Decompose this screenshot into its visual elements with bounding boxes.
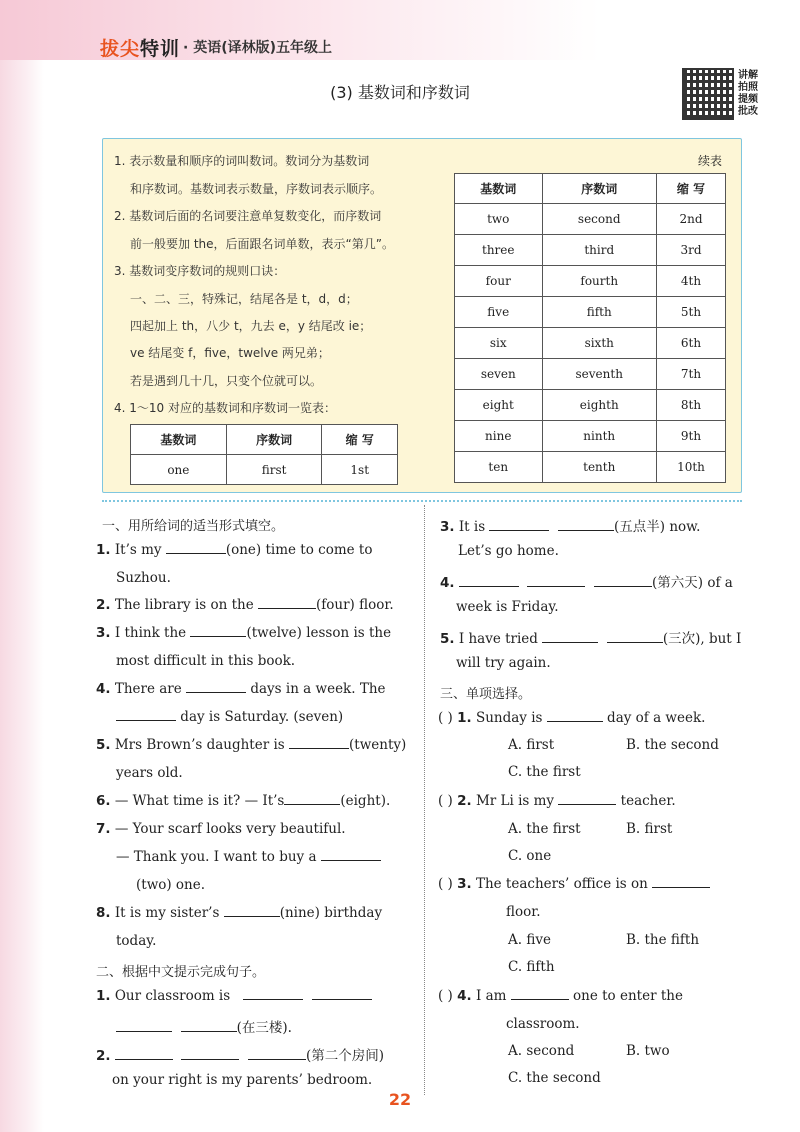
question-1-3: 3. I think the (twelve) lesson is the xyxy=(96,625,392,641)
answer-blank[interactable] xyxy=(166,542,226,554)
table-header: 缩 写 xyxy=(322,425,398,455)
answer-blank[interactable] xyxy=(607,631,663,643)
book-title: · 英语(译林版)五年级上 xyxy=(183,40,332,56)
cell-ordinal: eighth xyxy=(542,390,656,421)
cell-ordinal: third xyxy=(542,235,656,266)
table-header: 序数词 xyxy=(226,425,322,455)
brand-logo: 拔尖特训 xyxy=(100,38,181,60)
question-1-5-cont: years old. xyxy=(116,765,183,781)
question-1-8: 8. It is my sister’s (nine) birthday xyxy=(96,905,383,921)
table-row xyxy=(455,297,726,328)
cell-cardinal: one xyxy=(131,455,227,485)
option-c[interactable]: C. the first xyxy=(508,764,581,780)
answer-blank[interactable] xyxy=(527,575,585,587)
table-row xyxy=(455,421,726,452)
table-row xyxy=(455,204,726,235)
part2-heading: 二、根据中文提示完成句子。 xyxy=(96,965,266,980)
note-line: 1. 表示数量和顺序的词叫数词。数词分为基数词 xyxy=(114,154,370,168)
option-c[interactable]: C. fifth xyxy=(508,959,555,975)
question-2-1-cont: (在三楼). xyxy=(116,1016,292,1036)
answer-blank[interactable] xyxy=(243,988,303,1000)
table-row xyxy=(455,359,726,390)
answer-blank[interactable] xyxy=(511,988,569,1000)
question-2-3-cont: Let’s go home. xyxy=(458,543,559,559)
cell-abbr: 5th xyxy=(656,297,725,328)
answer-blank[interactable] xyxy=(547,710,603,722)
number-table-right xyxy=(454,173,726,483)
answer-blank[interactable] xyxy=(459,575,519,587)
option-a[interactable]: A. first xyxy=(508,737,555,753)
note-line: 四起加上 th，八少 t，九去 e，y 结尾改 ie； xyxy=(130,319,372,333)
cell-abbr: 7th xyxy=(656,359,725,390)
option-a[interactable]: A. five xyxy=(508,932,551,948)
left-color-strip xyxy=(0,0,44,1132)
answer-blank[interactable] xyxy=(181,1048,239,1060)
question-2-5: 5. I have tried (三次), but I xyxy=(440,631,742,647)
answer-blank[interactable] xyxy=(489,519,549,531)
answer-blank[interactable] xyxy=(558,793,616,805)
note-line: 前一般要加 the，后面跟名词单数，表示“第几”。 xyxy=(130,237,394,251)
answer-paren[interactable]: ( ) xyxy=(438,710,453,726)
cell-cardinal: nine xyxy=(455,421,543,452)
cell-cardinal: seven xyxy=(455,359,543,390)
question-1-7: 7. — Your scarf looks very beautiful. xyxy=(96,821,346,837)
option-b[interactable]: B. the fifth xyxy=(626,932,700,948)
cell-ordinal: second xyxy=(542,204,656,235)
question-1-4: 4. There are days in a week. The xyxy=(96,681,386,697)
option-a[interactable]: A. second xyxy=(508,1043,575,1059)
note-line: 和序数词。基数词表示数量，序数词表示顺序。 xyxy=(130,182,383,196)
choice-question-3: ( ) 3. The teachers’ office is on xyxy=(438,876,710,892)
cell-abbr: 10th xyxy=(656,452,725,483)
cell-abbr: 4th xyxy=(656,266,725,297)
cell-cardinal: six xyxy=(455,328,543,359)
table-header: 基数词 xyxy=(455,174,543,204)
section-title: (3) 基数词和序数词 xyxy=(330,83,470,102)
question-1-5: 5. Mrs Brown’s daughter is (twenty) xyxy=(96,737,407,753)
question-1-2: 2. The library is on the (four) floor. xyxy=(96,597,394,613)
table-row xyxy=(455,390,726,421)
cell-ordinal: seventh xyxy=(542,359,656,390)
answer-blank[interactable] xyxy=(594,575,652,587)
table-row xyxy=(455,452,726,483)
part3-heading: 三、单项选择。 xyxy=(440,687,532,702)
question-2-2: 2. (第二个房间) xyxy=(96,1048,385,1064)
table-row xyxy=(131,455,398,485)
cell-abbr: 2nd xyxy=(656,204,725,235)
note-line: 2. 基数词后面的名词要注意单复数变化，而序数词 xyxy=(114,209,382,223)
column-separator xyxy=(424,505,425,1095)
choice-question-4: ( ) 4. I am one to enter the xyxy=(438,988,683,1004)
answer-blank[interactable] xyxy=(248,1048,306,1060)
question-1-7-cont: (two) one. xyxy=(136,877,206,893)
cell-cardinal: eight xyxy=(455,390,543,421)
question-1-1-cont: Suzhou. xyxy=(116,570,171,586)
cell-ordinal: sixth xyxy=(542,328,656,359)
question-1-3-cont: most difficult in this book. xyxy=(116,653,296,669)
question-2-1: 1. Our classroom is xyxy=(96,988,372,1004)
note-line: 3. 基数词变序数词的规则口诀： xyxy=(114,264,286,278)
question-2-4: 4. (第六天) of a xyxy=(440,575,733,591)
answer-blank[interactable] xyxy=(116,709,176,721)
question-1-1: 1. It’s my (one) time to come to xyxy=(96,542,373,558)
choice-question-4-cont: classroom. xyxy=(506,1016,580,1032)
table-row xyxy=(455,328,726,359)
answer-blank[interactable] xyxy=(186,681,246,693)
answer-paren[interactable]: ( ) xyxy=(438,876,453,892)
cell-ordinal: first xyxy=(226,455,322,485)
table-header: 基数词 xyxy=(131,425,227,455)
cell-ordinal: fourth xyxy=(542,266,656,297)
answer-blank[interactable] xyxy=(115,1048,173,1060)
cell-ordinal: fifth xyxy=(542,297,656,328)
question-1-4-cont: day is Saturday. (seven) xyxy=(116,709,343,725)
question-1-6: 6. — What time is it? — It’s (eight). xyxy=(96,793,391,809)
cell-ordinal: ninth xyxy=(542,421,656,452)
table-header: 缩 写 xyxy=(656,174,725,204)
qr-label: 讲解 拍照 提频 批改 xyxy=(738,70,758,117)
choice-question-2: ( ) 2. Mr Li is my teacher. xyxy=(438,793,676,809)
question-2-3: 3. It is (五点半) now. xyxy=(440,519,701,535)
question-1-7-reply: — Thank you. I want to buy a xyxy=(116,849,381,865)
cell-cardinal: ten xyxy=(455,452,543,483)
cell-abbr: 8th xyxy=(656,390,725,421)
option-c[interactable]: C. the second xyxy=(508,1070,601,1086)
note-line: ve 结尾变 f，five，twelve 两兄弟； xyxy=(130,346,330,360)
answer-blank[interactable] xyxy=(284,793,340,805)
cell-cardinal: two xyxy=(455,204,543,235)
option-b[interactable]: B. the second xyxy=(626,737,719,753)
answer-blank[interactable] xyxy=(224,905,280,917)
cell-abbr: 3rd xyxy=(656,235,725,266)
answer-blank[interactable] xyxy=(289,737,349,749)
page-number: 22 xyxy=(388,1090,412,1109)
question-2-5-cont: will try again. xyxy=(456,655,551,671)
answer-blank[interactable] xyxy=(321,849,381,861)
answer-blank[interactable] xyxy=(558,519,614,531)
table-row xyxy=(455,235,726,266)
table-header: 序数词 xyxy=(542,174,656,204)
question-1-8-cont: today. xyxy=(116,933,157,949)
note-line: 4. 1～10 对应的基数词和序数词一览表： xyxy=(114,401,336,415)
cell-ordinal: tenth xyxy=(542,452,656,483)
cell-cardinal: five xyxy=(455,297,543,328)
choice-question-3-cont: floor. xyxy=(506,904,541,920)
cell-abbr: 9th xyxy=(656,421,725,452)
cell-abbr: 6th xyxy=(656,328,725,359)
option-b[interactable]: B. first xyxy=(626,821,673,837)
answer-blank[interactable] xyxy=(652,876,710,888)
cell-abbr: 1st xyxy=(322,455,398,485)
table-row xyxy=(455,266,726,297)
cell-cardinal: three xyxy=(455,235,543,266)
answer-paren[interactable]: ( ) xyxy=(438,988,453,1004)
option-c[interactable]: C. one xyxy=(508,848,552,864)
answer-blank[interactable] xyxy=(190,625,246,637)
choice-question-1: ( ) 1. Sunday is day of a week. xyxy=(438,710,706,726)
answer-blank[interactable] xyxy=(181,1020,237,1032)
part1-heading: 一、用所给词的适当形式填空。 xyxy=(102,519,285,534)
option-a[interactable]: A. the first xyxy=(508,821,581,837)
answer-blank[interactable] xyxy=(258,597,316,609)
note-line: 若是遇到几十几，只变个位就可以。 xyxy=(130,374,323,388)
number-table-left xyxy=(130,424,398,485)
answer-blank[interactable] xyxy=(312,988,372,1000)
continued-label: 续表 xyxy=(698,154,723,168)
answer-blank[interactable] xyxy=(542,631,598,643)
section-divider xyxy=(102,500,742,502)
note-line: 一、二、三，特殊记，结尾各是 t，d，d； xyxy=(130,292,358,306)
question-2-4-cont: week is Friday. xyxy=(456,599,559,615)
option-b[interactable]: B. two xyxy=(626,1043,670,1059)
answer-blank[interactable] xyxy=(116,1020,172,1032)
qr-code-icon[interactable] xyxy=(682,68,734,120)
cell-cardinal: four xyxy=(455,266,543,297)
answer-paren[interactable]: ( ) xyxy=(438,793,453,809)
question-2-2-cont: on your right is my parents’ bedroom. xyxy=(112,1072,373,1088)
